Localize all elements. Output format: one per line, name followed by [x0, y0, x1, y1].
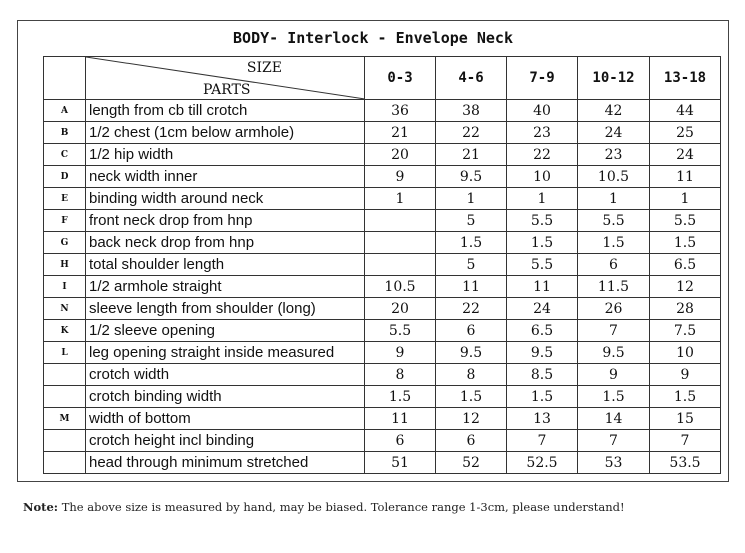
row-code: L	[44, 342, 86, 364]
part-name: neck width inner	[86, 166, 365, 188]
measurement-cell: 1.5	[436, 232, 507, 254]
measurement-cell: 9.5	[436, 166, 507, 188]
measurement-cell: 5.5	[650, 210, 721, 232]
row-code: I	[44, 276, 86, 298]
measurement-cell: 6	[578, 254, 650, 276]
measurement-cell: 36	[365, 100, 436, 122]
part-name: 1/2 hip width	[86, 144, 365, 166]
measurement-cell: 1	[650, 188, 721, 210]
measurement-cell: 21	[365, 122, 436, 144]
measurement-cell: 5.5	[507, 210, 578, 232]
part-name: back neck drop from hnp	[86, 232, 365, 254]
measurement-cell: 9	[578, 364, 650, 386]
size-header: 13-18	[650, 57, 721, 100]
measurement-cell: 7	[507, 430, 578, 452]
table-row	[44, 210, 721, 232]
measurement-cell: 20	[365, 298, 436, 320]
row-code: D	[44, 166, 86, 188]
size-label: SIZE	[246, 60, 282, 76]
measurement-cell: 25	[650, 122, 721, 144]
part-name: 1/2 sleeve opening	[86, 320, 365, 342]
part-name: 1/2 chest (1cm below armhole)	[86, 122, 365, 144]
measurement-cell: 10.5	[578, 166, 650, 188]
measurement-cell: 5.5	[578, 210, 650, 232]
measurement-cell: 24	[507, 298, 578, 320]
measurement-cell: 8	[436, 364, 507, 386]
table-row	[44, 430, 721, 452]
size-header: 4-6	[436, 57, 507, 100]
measurement-cell: 11	[436, 276, 507, 298]
measurement-cell: 28	[650, 298, 721, 320]
table-row	[44, 144, 721, 166]
measurement-cell: 11.5	[578, 276, 650, 298]
measurement-cell: 7.5	[650, 320, 721, 342]
table-row	[44, 408, 721, 430]
measurement-cell: 23	[507, 122, 578, 144]
size-header: 7-9	[507, 57, 578, 100]
measurement-cell: 8.5	[507, 364, 578, 386]
measurement-cell: 10	[650, 342, 721, 364]
measurement-cell: 10	[507, 166, 578, 188]
table-row	[44, 122, 721, 144]
measurement-cell: 5	[436, 210, 507, 232]
part-name: crotch width	[86, 364, 365, 386]
measurement-cell: 20	[365, 144, 436, 166]
size-parts-corner	[86, 57, 365, 100]
table-row	[44, 276, 721, 298]
part-name: head through minimum stretched	[86, 452, 365, 474]
part-name: binding width around neck	[86, 188, 365, 210]
measurement-cell: 52	[436, 452, 507, 474]
note-text: The above size is measured by hand, may be biased. Tolerance range 1-3cm, please understand!	[61, 500, 625, 514]
measurement-cell: 21	[436, 144, 507, 166]
table-row	[44, 342, 721, 364]
measurement-cell: 22	[436, 298, 507, 320]
row-code: M	[44, 408, 86, 430]
measurement-cell: 5	[436, 254, 507, 276]
part-name: width of bottom	[86, 408, 365, 430]
note-label: Note:	[23, 500, 59, 514]
row-code	[44, 364, 86, 386]
measurement-cell: 7	[578, 320, 650, 342]
row-code: B	[44, 122, 86, 144]
row-code: H	[44, 254, 86, 276]
measurement-cell: 1.5	[507, 232, 578, 254]
row-code	[44, 386, 86, 408]
measurement-cell: 1.5	[365, 386, 436, 408]
measurement-cell: 1	[507, 188, 578, 210]
measurement-cell: 22	[436, 122, 507, 144]
measurement-cell: 12	[436, 408, 507, 430]
size-header: 10-12	[578, 57, 650, 100]
measurement-cell	[365, 232, 436, 254]
measurement-cell: 1.5	[578, 386, 650, 408]
measurement-cell: 23	[578, 144, 650, 166]
table-row	[44, 364, 721, 386]
part-name: length from cb till crotch	[86, 100, 365, 122]
measurement-cell: 8	[365, 364, 436, 386]
measurement-cell: 9	[650, 364, 721, 386]
table-body	[44, 100, 721, 474]
row-code	[44, 452, 86, 474]
row-code: E	[44, 188, 86, 210]
measurement-cell: 11	[507, 276, 578, 298]
measurement-cell: 6	[365, 430, 436, 452]
measurement-cell: 11	[365, 408, 436, 430]
measurement-cell: 9	[365, 342, 436, 364]
measurement-cell: 15	[650, 408, 721, 430]
measurement-cell: 11	[650, 166, 721, 188]
table-row	[44, 298, 721, 320]
measurement-cell: 6.5	[650, 254, 721, 276]
measurement-cell: 38	[436, 100, 507, 122]
part-name: total shoulder length	[86, 254, 365, 276]
measurement-cell: 5.5	[507, 254, 578, 276]
measurement-cell: 9	[365, 166, 436, 188]
part-name: leg opening straight inside measured	[86, 342, 365, 364]
table-row	[44, 386, 721, 408]
measurement-cell: 12	[650, 276, 721, 298]
measurement-cell: 9.5	[436, 342, 507, 364]
measurement-cell: 1.5	[650, 386, 721, 408]
measurement-cell: 1	[436, 188, 507, 210]
table-row	[44, 100, 721, 122]
row-code: F	[44, 210, 86, 232]
part-name: sleeve length from shoulder (long)	[86, 298, 365, 320]
part-name: 1/2 armhole straight	[86, 276, 365, 298]
row-code: K	[44, 320, 86, 342]
measurement-cell: 1.5	[507, 386, 578, 408]
measurement-cell: 1.5	[578, 232, 650, 254]
measurement-cell: 6	[436, 430, 507, 452]
table-row	[44, 188, 721, 210]
row-code: N	[44, 298, 86, 320]
measurement-cell: 24	[578, 122, 650, 144]
part-name: front neck drop from hnp	[86, 210, 365, 232]
measurement-cell: 42	[578, 100, 650, 122]
measurement-cell: 44	[650, 100, 721, 122]
measurement-cell	[365, 254, 436, 276]
measurement-cell: 51	[365, 452, 436, 474]
measurement-cell: 24	[650, 144, 721, 166]
row-code: G	[44, 232, 86, 254]
measurement-cell: 1	[578, 188, 650, 210]
part-name: crotch binding width	[86, 386, 365, 408]
measurement-cell: 52.5	[507, 452, 578, 474]
table-row	[44, 232, 721, 254]
measurement-cell: 7	[578, 430, 650, 452]
measurement-cell: 22	[507, 144, 578, 166]
measurement-cell: 9.5	[578, 342, 650, 364]
measurement-cell: 14	[578, 408, 650, 430]
row-code: A	[44, 100, 86, 122]
measurement-cell: 1	[365, 188, 436, 210]
measurement-cell: 13	[507, 408, 578, 430]
row-code: C	[44, 144, 86, 166]
measurement-cell: 53	[578, 452, 650, 474]
part-name: crotch height incl binding	[86, 430, 365, 452]
size-chart-table	[43, 56, 721, 474]
table-row	[44, 320, 721, 342]
code-header-cell	[44, 57, 86, 100]
size-header: 0-3	[365, 57, 436, 100]
table-row	[44, 254, 721, 276]
measurement-cell: 40	[507, 100, 578, 122]
measurement-cell: 26	[578, 298, 650, 320]
table-row	[44, 166, 721, 188]
page-title: BODY- Interlock - Envelope Neck	[233, 29, 513, 47]
measurement-cell: 6.5	[507, 320, 578, 342]
header-row	[44, 57, 721, 100]
measurement-cell: 53.5	[650, 452, 721, 474]
row-code	[44, 430, 86, 452]
measurement-cell: 1.5	[650, 232, 721, 254]
tolerance-note	[23, 500, 738, 514]
measurement-cell: 1.5	[436, 386, 507, 408]
measurement-cell: 6	[436, 320, 507, 342]
table-row	[44, 452, 721, 474]
measurement-cell	[365, 210, 436, 232]
parts-label: PARTS	[203, 82, 251, 98]
measurement-cell: 5.5	[365, 320, 436, 342]
measurement-cell: 7	[650, 430, 721, 452]
measurement-cell: 10.5	[365, 276, 436, 298]
measurement-cell: 9.5	[507, 342, 578, 364]
